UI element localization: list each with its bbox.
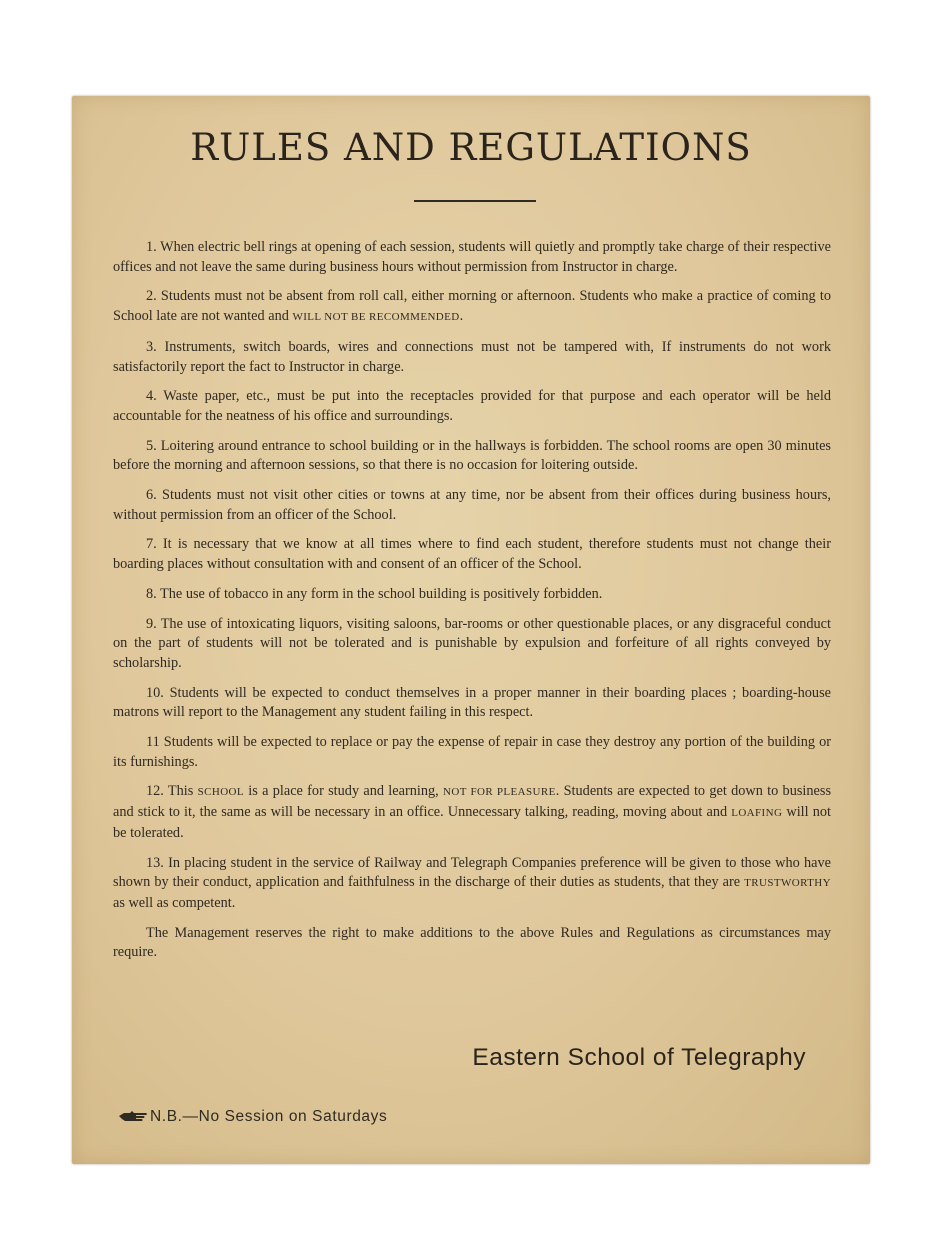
rule-item: 7. It is necessary that we know at all times where to find each student, therefore students must not change their boarding places without consultation with and consent of an officer of the School. [113,536,831,573]
page-title: RULES AND REGULATIONS [190,126,752,169]
rule-item: 8. The use of tobacco in any form in the school building is positively forbidden. [146,585,603,602]
rule-item: 6. Students must not visit other cities or towns at any time, nor be absent from their offices during business hours, without permission from an officer of the School. [113,487,831,523]
rules-card [72,96,870,1164]
title-underline [414,200,536,202]
rule-item: 5. Loitering around entrance to school building or in the hallways is forbidden. The school rooms are open 30 minutes before the morning and afternoon sessions, so that there is no occasion for loitering outside. [113,437,831,474]
footer-note [118,1108,387,1126]
rule-item: 13. In placing student in the service of Railway and Telegraph Companies preference will be given to those who have shown by their conduct, application and faithfulness in the discharge of their duties as students, that they are TRUSTWORTHY as well as competent. [113,854,831,911]
rule-item: 2. Students must not be absent from roll call, either morning or afternoon. Students who make a practice of coming to School late are not wanted and WILL NOT BE RECOMMENDED. [113,288,831,325]
rule-item: 10. Students will be expected to conduct themselves in a proper manner in their boarding places ; boarding-house matrons will report to the Management any student failing in this respect. [113,684,831,721]
management-reserve-note: The Management reserves the right to make additions to the above Rules and Regulations as circumstances may require. [113,924,831,961]
rule-item: 9. The use of intoxicating liquors, visiting saloons, bar-rooms or other questionable places, or any disgraceful conduct on the part of students will not be tolerated and is punishable by expulsion and forfeiture of all rights conveyed by scholarship. [113,615,831,671]
rules-list [113,238,831,963]
rule-item: 4. Waste paper, etc., must be put into the receptacles provided for that purpose and each operator will be held accountable for the neatness of his office and surroundings. [113,388,831,424]
rule-item: 3. Instruments, switch boards, wires and connections must not be tampered with, If instruments do not work satisfactorily report the fact to Instructor in charge. [113,338,831,375]
rule-item: 11 Students will be expected to replace or pay the expense of repair in case they destroy any portion of the building or its furnishings. [113,734,831,770]
rule-item: 1. When electric bell rings at opening of each session, students will quietly and promptly take charge of their respective offices and not leave the same during business hours without permission from Instructor in charge. [113,239,831,275]
pointing-hand-icon [118,1110,148,1122]
rule-item: 12. This SCHOOL is a place for study and learning, NOT FOR PLEASURE. Students are expected to get down to business and stick to it, the same as will be necessary in an office. Unnecessary talking, reading, moving about and LOAFING will not be tolerated. [113,783,832,841]
footer-note-text: N.B.—No Session on Saturdays [150,1108,388,1125]
school-signature: Eastern School of Telegraphy [472,1044,806,1071]
